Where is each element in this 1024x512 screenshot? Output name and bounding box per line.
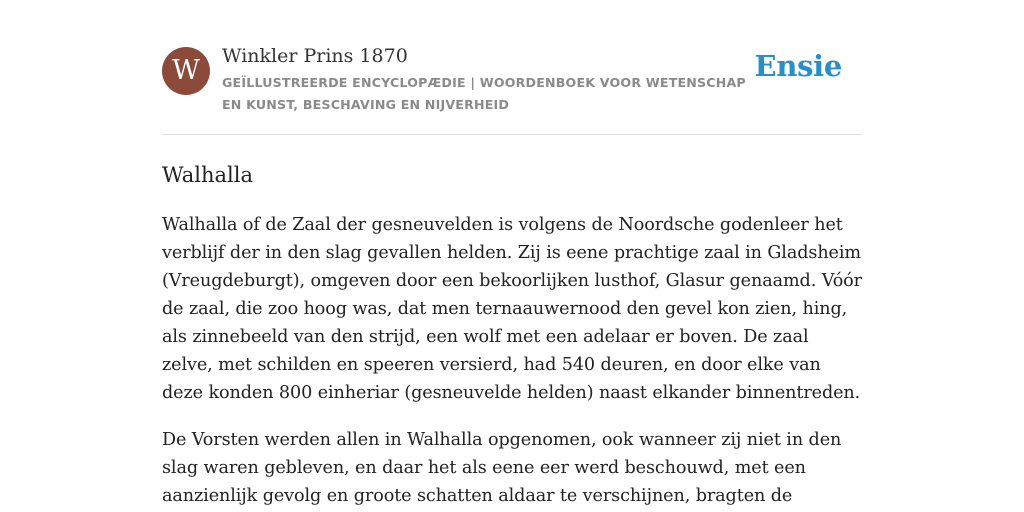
article-title: Walhalla	[162, 163, 253, 187]
content-column	[162, 0, 862, 510]
site-title[interactable]: Winkler Prins 1870	[222, 45, 408, 67]
article-paragraph: Walhalla of de Zaal der gesneuvelden is volgens de Noordsche godenleer het verblijf der in den slag gevallen helden. Zij is eene prachtige zaal in Gladsheim (Vreugdeburgt), omgeven door een bekoorlijken lusthof, Glasur genaamd. Vóór de zaal, die zoo hoog was, dat men ternaauwernood den gevel kon zien, hing, als zinnebeeld van den strijd, een wolf met een adelaar er boven. De zaal zelve, met schilden en speeren versierd, had 540 deuren, en door elke van deze konden 800 einheriar (gesneuvelde helden) naast elkander binnentreden.	[162, 215, 862, 403]
ensie-logo[interactable]: Ensie	[754, 49, 842, 83]
site-subtitle: GEÏLLUSTREERDE ENCYCLOPÆDIE | WOORDENBOEK VOOR WETENSCHAP EN KUNST, BESCHAVING EN NIJVERHEID	[222, 75, 746, 112]
site-header	[162, 0, 862, 135]
article-paragraph: De Vorsten werden allen in Walhalla opgenomen, ook wanneer zij niet in den slag waren gebleven, en daar het als eene eer werd beschouwd, met een aanzienlijk gevolg en groote schatten aldaar te verschijnen, bragten de	[162, 430, 842, 506]
avatar: W	[162, 47, 210, 95]
